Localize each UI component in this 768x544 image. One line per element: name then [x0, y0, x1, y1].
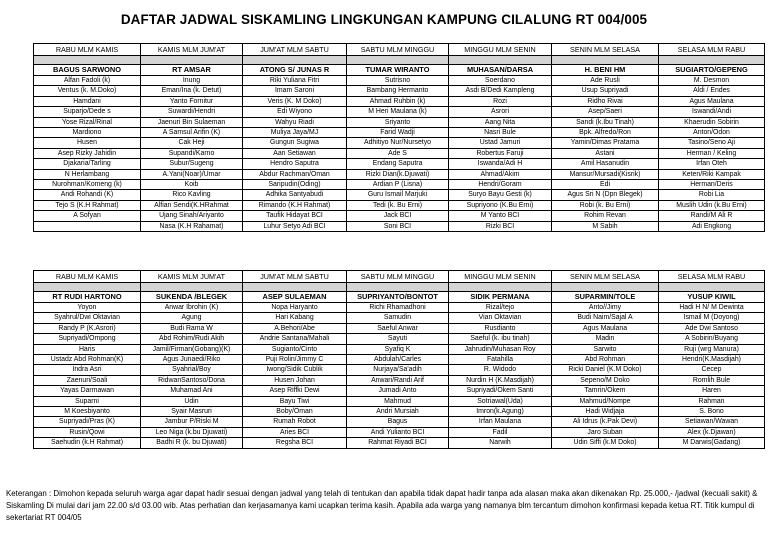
column-header: SENIN MLM SELASA: [552, 271, 659, 283]
table-cell: Rohim Revan: [552, 211, 659, 221]
spacer-cell: [141, 56, 243, 65]
leader-cell: ASEP SULAEMAN: [243, 292, 347, 303]
table-cell: Rahmat Riyadi BCI: [347, 438, 449, 448]
table-cell: Luhur Setyo Adi BCI: [243, 221, 347, 231]
table-cell: Randy P (K.Asrori): [34, 323, 141, 333]
leader-cell: YUSUP KIWIL: [659, 292, 765, 303]
leader-cell: SUPARMIN/TOLE: [552, 292, 659, 303]
table-cell: Asdi B/Dedi Kampleng: [449, 86, 552, 96]
table-cell: Yoyon: [34, 303, 141, 313]
table-cell: Abdur Rachman/Oman: [243, 169, 347, 179]
table-cell: Astani: [552, 148, 659, 158]
table-cell: Yayas Darmawan: [34, 386, 141, 396]
table-cell: Agus Maulana: [552, 323, 659, 333]
table-cell: M Yanto BCI: [449, 211, 552, 221]
table-cell: Boby/Oman: [243, 407, 347, 417]
table-cell: Iswanda/Adi H: [449, 159, 552, 169]
table-cell: Abdulah/Carles: [347, 355, 449, 365]
table-cell: M Heri Maulana (k): [347, 107, 449, 117]
table-cell: Tamrin/Okem: [552, 386, 659, 396]
footnote: Keterangan : Dimohon kepada seluruh warga agar dapat hadir sesuai dengan jadwal yang telah di tentukan dan apabila tidak dapat hadir tanpa ada alasan maka akan dikenakan Rp. 25.000,- /jadwal (kecuali sakit) & Siskamling Di mulai dari jam 22.00 s/d 03.00 wib. Atas perhatian dan kerjasamanya kami ucapkan terima kasih. Apabila ada warga yang namanya blm tercantum dimohon konfirmasi kepada ketua RT. Titik kumpul di sekertariat RT 004/05: [6, 489, 758, 522]
table-row: [34, 365, 765, 375]
table-cell: Budi Rama W: [141, 323, 243, 333]
leader-cell: ATONG S/ JUNAS R: [243, 65, 347, 76]
table-cell: Andi Yulianto BCI: [347, 427, 449, 437]
table-cell: Agus Sri N (Dpn Blegek): [552, 190, 659, 200]
table-cell: Asep/Saeri: [552, 107, 659, 117]
table-row: [34, 427, 765, 437]
table-cell: Gungun Sugiwa: [243, 138, 347, 148]
table-cell: Sutrisno: [347, 76, 449, 86]
spacer-cell: [34, 283, 141, 292]
table-row: [34, 180, 765, 190]
table-cell: Alfan Fadoli (k): [34, 76, 141, 86]
table-cell: Jaro Suban: [552, 427, 659, 437]
table-cell: Rizki Dian(k.Djuwati): [347, 169, 449, 179]
table-row: [34, 86, 765, 96]
table-cell: Ricki Daniel (K.M Doko): [552, 365, 659, 375]
table-cell: Andri Mursiah: [347, 407, 449, 417]
table-cell: Ustad Jamuri: [449, 138, 552, 148]
table-cell: Supriyadi/Okem Santi: [449, 386, 552, 396]
table-cell: Taufik Hidayat BCI: [243, 211, 347, 221]
table-cell: Supriyono (K.Bu Erni): [449, 200, 552, 210]
table-cell: A.Yani(Noar)/Umar: [141, 169, 243, 179]
table-cell: Ridho Rivai: [552, 96, 659, 106]
table-cell: Agung: [141, 313, 243, 323]
table-row: [34, 190, 765, 200]
table-cell: Sarwito: [552, 344, 659, 354]
leader-cell: TUMAR WIRANTO: [347, 65, 449, 76]
leader-cell: RT AMSAR: [141, 65, 243, 76]
table-cell: Ahmad Ruhbin (k): [347, 96, 449, 106]
spacer-row: [34, 56, 765, 65]
table-cell: Koib: [141, 180, 243, 190]
table-cell: Saripudin(Oding): [243, 180, 347, 190]
spacer-cell: [552, 283, 659, 292]
table-cell: Suparjo/Dede s: [34, 107, 141, 117]
table-cell: Irfan Oteh: [659, 159, 765, 169]
table-cell: Rusin/Qowi: [34, 427, 141, 437]
table-cell: Anton/Odon: [659, 128, 765, 138]
table-cell: Sotriawal(Uda): [449, 396, 552, 406]
table-cell: Saeful (k. ibu tinah): [449, 334, 552, 344]
table-cell: Nurdin H (K.Masdijah): [449, 375, 552, 385]
leader-cell: RT RUDI HARTONO: [34, 292, 141, 303]
table-cell: Cecep: [659, 365, 765, 375]
table-cell: Nurjaya/Sa'adih: [347, 365, 449, 375]
table-cell: Tejo S (K.H Rahmat): [34, 200, 141, 210]
table-cell: Abd Rohim/Rudi Akih: [141, 334, 243, 344]
table-cell: Fatahilla: [449, 355, 552, 365]
spacer-cell: [659, 56, 765, 65]
table-cell: Nasa (K.H Rahamat): [141, 221, 243, 231]
table-cell: Ruji (wrg Manura): [659, 344, 765, 354]
table-cell: Suryo Bayu Gesti (k): [449, 190, 552, 200]
table-cell: A Sofyan: [34, 211, 141, 221]
table-cell: Wahyu Riadi: [243, 117, 347, 127]
table-cell: Setiawan/Wawan: [659, 417, 765, 427]
table-cell: Rozi: [449, 96, 552, 106]
table-cell: Muslih Udin (k.Bu Erni): [659, 200, 765, 210]
table-cell: Sugianto/Cinto: [243, 344, 347, 354]
table-cell: Rizal/tejo: [449, 303, 552, 313]
table-cell: Nopa Haryanto: [243, 303, 347, 313]
table-cell: Badhi R (k. bu Djuwati): [141, 438, 243, 448]
leader-row: [34, 65, 765, 76]
table-cell: Jaenuri Bin Sulaeman: [141, 117, 243, 127]
table-cell: Asep Riffki Dewi: [243, 386, 347, 396]
table-cell: Bpk. Alfredo/Ron: [552, 128, 659, 138]
table-cell: Rumah Robot: [243, 417, 347, 427]
table-cell: Subur/Sugeng: [141, 159, 243, 169]
table-cell: Nurohman/Komeng (k): [34, 180, 141, 190]
table-cell: Herman/Deris: [659, 180, 765, 190]
table-cell: Puji Rolin/Jimmy C: [243, 355, 347, 365]
column-header: KAMIS MLM JUM'AT: [141, 271, 243, 283]
header-row: [34, 271, 765, 283]
table-cell: Farid Wadji: [347, 128, 449, 138]
table-cell: Syahrul/Dwi Oktavian: [34, 313, 141, 323]
table-cell: Khaerudin Sobirin: [659, 117, 765, 127]
spacer-cell: [659, 283, 765, 292]
table-cell: M Koesbiyanto: [34, 407, 141, 417]
table-cell: Udin: [141, 396, 243, 406]
table-cell: Mahmud: [347, 396, 449, 406]
spacer-row: [34, 283, 765, 292]
table-row: [34, 417, 765, 427]
table-cell: Anto//Jimy: [552, 303, 659, 313]
table-cell: Asrori: [449, 107, 552, 117]
table-cell: Ade S: [347, 148, 449, 158]
table-cell: Anwar Ibrohin (K): [141, 303, 243, 313]
column-header: RABU MLM KAMIS: [34, 271, 141, 283]
table-cell: Bagus: [347, 417, 449, 427]
table-row: [34, 386, 765, 396]
table-cell: Rahman: [659, 396, 765, 406]
table-cell: Jahrudin/Muhasan Roy: [449, 344, 552, 354]
table-cell: Aries BCI: [243, 427, 347, 437]
table-cell: N Herlambang: [34, 169, 141, 179]
table-cell: [34, 221, 141, 231]
table-cell: Ismail M (Doyong): [659, 313, 765, 323]
table-cell: Iwong/Sidik Cublik: [243, 365, 347, 375]
table-cell: Andi Rohandi (K): [34, 190, 141, 200]
table-cell: Syafiq K: [347, 344, 449, 354]
table-cell: Saehudin (k.H Rahmat): [34, 438, 141, 448]
table-cell: Usup Supriyadi: [552, 86, 659, 96]
table-row: [34, 138, 765, 148]
leader-cell: MUHASAN/DARSA: [449, 65, 552, 76]
table-cell: Husen: [34, 138, 141, 148]
spacer-cell: [449, 283, 552, 292]
spacer-cell: [347, 56, 449, 65]
table-row: [34, 407, 765, 417]
table-cell: Tasino/Seno Aji: [659, 138, 765, 148]
table-row: [34, 221, 765, 231]
spacer-cell: [243, 283, 347, 292]
table-row: [34, 313, 765, 323]
table-cell: Adi Engkong: [659, 221, 765, 231]
table-cell: Endang Saputra: [347, 159, 449, 169]
column-header: SABTU MLM MINGGU: [347, 271, 449, 283]
table-cell: Mardiono: [34, 128, 141, 138]
leader-cell: SIDIK PERMANA: [449, 292, 552, 303]
table-cell: Udin Siffi (k.M Doko): [552, 438, 659, 448]
leader-cell: SUPRIYANTO/BONTOT: [347, 292, 449, 303]
table-cell: A.Behori/Abe: [243, 323, 347, 333]
table-cell: Randi/M Ali R: [659, 211, 765, 221]
table-row: [34, 396, 765, 406]
table-cell: Agus Maulana: [659, 96, 765, 106]
table-cell: Regsha BCI: [243, 438, 347, 448]
table-cell: Mahmud/Nompe: [552, 396, 659, 406]
table-cell: Edi: [552, 180, 659, 190]
table-cell: Muhamad Ani: [141, 386, 243, 396]
table-cell: Robi Lia: [659, 190, 765, 200]
table-cell: Rico Kavling: [141, 190, 243, 200]
table-cell: Hendri/Goram: [449, 180, 552, 190]
table-cell: Vian Oktavian: [449, 313, 552, 323]
table-cell: Aang Nita: [449, 117, 552, 127]
column-header: SELASA MLM RABU: [659, 44, 765, 56]
table-cell: Herman / Keling: [659, 148, 765, 158]
table-cell: Hadi H N/ M Dewinta: [659, 303, 765, 313]
table-cell: Inung: [141, 76, 243, 86]
header-row: [34, 44, 765, 56]
schedule-table-2: [33, 270, 765, 449]
table-cell: Adhika Santyabudi: [243, 190, 347, 200]
table-cell: Ujang Sinah/Ariyanto: [141, 211, 243, 221]
table-cell: Samudin: [347, 313, 449, 323]
table-cell: Madin: [552, 334, 659, 344]
table-cell: Hamdani: [34, 96, 141, 106]
table-cell: Jamil/Firman(Gobang)(K): [141, 344, 243, 354]
table-row: [34, 438, 765, 448]
table-row: [34, 323, 765, 333]
table-cell: Hendro Saputra: [243, 159, 347, 169]
column-header: MINGGU MLM SENIN: [449, 271, 552, 283]
table-cell: Narwih: [449, 438, 552, 448]
spacer-cell: [243, 56, 347, 65]
table-cell: Syair Masruri: [141, 407, 243, 417]
table-cell: R. Widodo: [449, 365, 552, 375]
table-cell: Saeful Anwar: [347, 323, 449, 333]
table-row: [34, 344, 765, 354]
table-cell: Yanto Fornitur: [141, 96, 243, 106]
table-row: [34, 334, 765, 344]
table-row: [34, 128, 765, 138]
table-cell: Aan Setiawan: [243, 148, 347, 158]
table-cell: Husen Johan: [243, 375, 347, 385]
table-cell: Supriyadi/Pras (K): [34, 417, 141, 427]
table-cell: Bambang Hermanto: [347, 86, 449, 96]
table-row: [34, 303, 765, 313]
table-cell: Iswandi/Andi: [659, 107, 765, 117]
table-cell: Adhitiyo Nur/Nursetyo: [347, 138, 449, 148]
table-cell: Syahrial/Boy: [141, 365, 243, 375]
table-cell: Suparni: [34, 396, 141, 406]
table-cell: Jumadi Anto: [347, 386, 449, 396]
column-header: MINGGU MLM SENIN: [449, 44, 552, 56]
table-cell: Keten/Riki Kampak: [659, 169, 765, 179]
table-row: [34, 159, 765, 169]
spacer-cell: [449, 56, 552, 65]
table-cell: A Samsul Arifin (K): [141, 128, 243, 138]
table-cell: Hadi Widjaja: [552, 407, 659, 417]
table-cell: Imron(k.Agung): [449, 407, 552, 417]
table-cell: Rizki BCI: [449, 221, 552, 231]
table-cell: Asep Rizky Jahidin: [34, 148, 141, 158]
table-row: [34, 355, 765, 365]
table-cell: Supriyadi/Ompong: [34, 334, 141, 344]
table-cell: Nasri Bule: [449, 128, 552, 138]
table-cell: S. Bono: [659, 407, 765, 417]
table-cell: Cak Heji: [141, 138, 243, 148]
table-row: [34, 148, 765, 158]
table-cell: Leo Niga (k.bu Djuwati): [141, 427, 243, 437]
table-cell: Rusdianto: [449, 323, 552, 333]
schedule-table-1: [33, 43, 765, 232]
leader-cell: SUGIARTO/GEPENG: [659, 65, 765, 76]
table-cell: M. Desmon: [659, 76, 765, 86]
table-cell: Alex (k.Djawan): [659, 427, 765, 437]
table-row: [34, 76, 765, 86]
table-cell: Ahmad/Akim: [449, 169, 552, 179]
table-cell: Sepeno/M Doko: [552, 375, 659, 385]
table-cell: Yose Rizal/Rinal: [34, 117, 141, 127]
table-cell: Alfian Sendi(K.HRahmat: [141, 200, 243, 210]
table-cell: Irfan Maulana: [449, 417, 552, 427]
leader-cell: BAGUS SARWONO: [34, 65, 141, 76]
table-cell: Richi Rhamadhoni: [347, 303, 449, 313]
table-cell: Muliya Jaya/MJ: [243, 128, 347, 138]
table-cell: Haris: [34, 344, 141, 354]
table-cell: Zaenuri/Soali: [34, 375, 141, 385]
table-cell: Rimando (K.H Rahmat): [243, 200, 347, 210]
table-cell: Eman/Ina (k. Detut): [141, 86, 243, 96]
column-header: JUM'AT MLM SABTU: [243, 44, 347, 56]
spacer-cell: [34, 56, 141, 65]
column-header: RABU MLM KAMIS: [34, 44, 141, 56]
spacer-cell: [347, 283, 449, 292]
leader-row: [34, 292, 765, 303]
table-cell: M Sabih: [552, 221, 659, 231]
table-cell: Soerdano: [449, 76, 552, 86]
table-cell: Hari Kabang: [243, 313, 347, 323]
table-row: [34, 375, 765, 385]
table-cell: Robi (k. Bu Erni): [552, 200, 659, 210]
table-cell: Soni BCI: [347, 221, 449, 231]
table-cell: Aldi / Endes: [659, 86, 765, 96]
table-row: [34, 96, 765, 106]
table-cell: Ali Idrus (k.Pak Devi): [552, 417, 659, 427]
table-cell: Sriyanto: [347, 117, 449, 127]
table-cell: Imam Saroni: [243, 86, 347, 96]
table-cell: Fadil: [449, 427, 552, 437]
table-cell: Haren: [659, 386, 765, 396]
table-cell: Ventus (k. M.Doko): [34, 86, 141, 96]
column-header: SELASA MLM RABU: [659, 271, 765, 283]
table-cell: Andrie Santana/Mahali: [243, 334, 347, 344]
table-cell: Supandi/Karno: [141, 148, 243, 158]
column-header: KAMIS MLM JUM'AT: [141, 44, 243, 56]
table-cell: Indra Asri: [34, 365, 141, 375]
table-row: [34, 211, 765, 221]
table-cell: Robertus Faruji: [449, 148, 552, 158]
table-row: [34, 200, 765, 210]
table-row: [34, 169, 765, 179]
table-cell: Ade Rusli: [552, 76, 659, 86]
table-cell: Jack BCI: [347, 211, 449, 221]
table-row: [34, 117, 765, 127]
table-cell: Abd Rohman: [552, 355, 659, 365]
table-cell: Amil Hasanudin: [552, 159, 659, 169]
page-title: DAFTAR JADWAL SISKAMLING LINGKUNGAN KAMPUNG CILALUNG RT 004/005: [120, 12, 648, 27]
table-cell: Bayu Tiwi: [243, 396, 347, 406]
column-header: SABTU MLM MINGGU: [347, 44, 449, 56]
spacer-cell: [141, 283, 243, 292]
table-cell: Romlih Bule: [659, 375, 765, 385]
spacer-cell: [552, 56, 659, 65]
table-cell: Edi Wiyono: [243, 107, 347, 117]
table-cell: Sayuti: [347, 334, 449, 344]
table-cell: Jambur P/Riski M: [141, 417, 243, 427]
table-cell: Mansur/Mursadi(Kisrik): [552, 169, 659, 179]
table-cell: RidwanSantoso/Dona: [141, 375, 243, 385]
table-cell: Djakaria/Tarling: [34, 159, 141, 169]
leader-cell: SUKENDA /BLEGEK: [141, 292, 243, 303]
table-cell: Tedi (k. Bu Erni): [347, 200, 449, 210]
table-cell: Budi Naim/Sajal A: [552, 313, 659, 323]
table-cell: M Darwis(Gadang): [659, 438, 765, 448]
table-cell: Agus Junaedi/Riko: [141, 355, 243, 365]
table-row: [34, 107, 765, 117]
column-header: JUM'AT MLM SABTU: [243, 271, 347, 283]
table-cell: Ardian P (Lisna): [347, 180, 449, 190]
table-cell: A Sobirin/Buyang: [659, 334, 765, 344]
table-cell: Suwardi/Hendri: [141, 107, 243, 117]
table-cell: Guru Ismail Marjuki: [347, 190, 449, 200]
table-cell: Hendri(K.Masdijah): [659, 355, 765, 365]
table-cell: Yamin/Dimas Pratama: [552, 138, 659, 148]
column-header: SENIN MLM SELASA: [552, 44, 659, 56]
table-cell: Anwari/Randi Arif: [347, 375, 449, 385]
table-cell: Riki Yuliana Fitri: [243, 76, 347, 86]
leader-cell: H. BENI HM: [552, 65, 659, 76]
table-cell: Sandi (k.Ibu Tinah): [552, 117, 659, 127]
table-cell: Veris (K. M Doko): [243, 96, 347, 106]
table-cell: Ustadz Abd Rohman(K): [34, 355, 141, 365]
table-cell: Ade Dwi Santoso: [659, 323, 765, 333]
